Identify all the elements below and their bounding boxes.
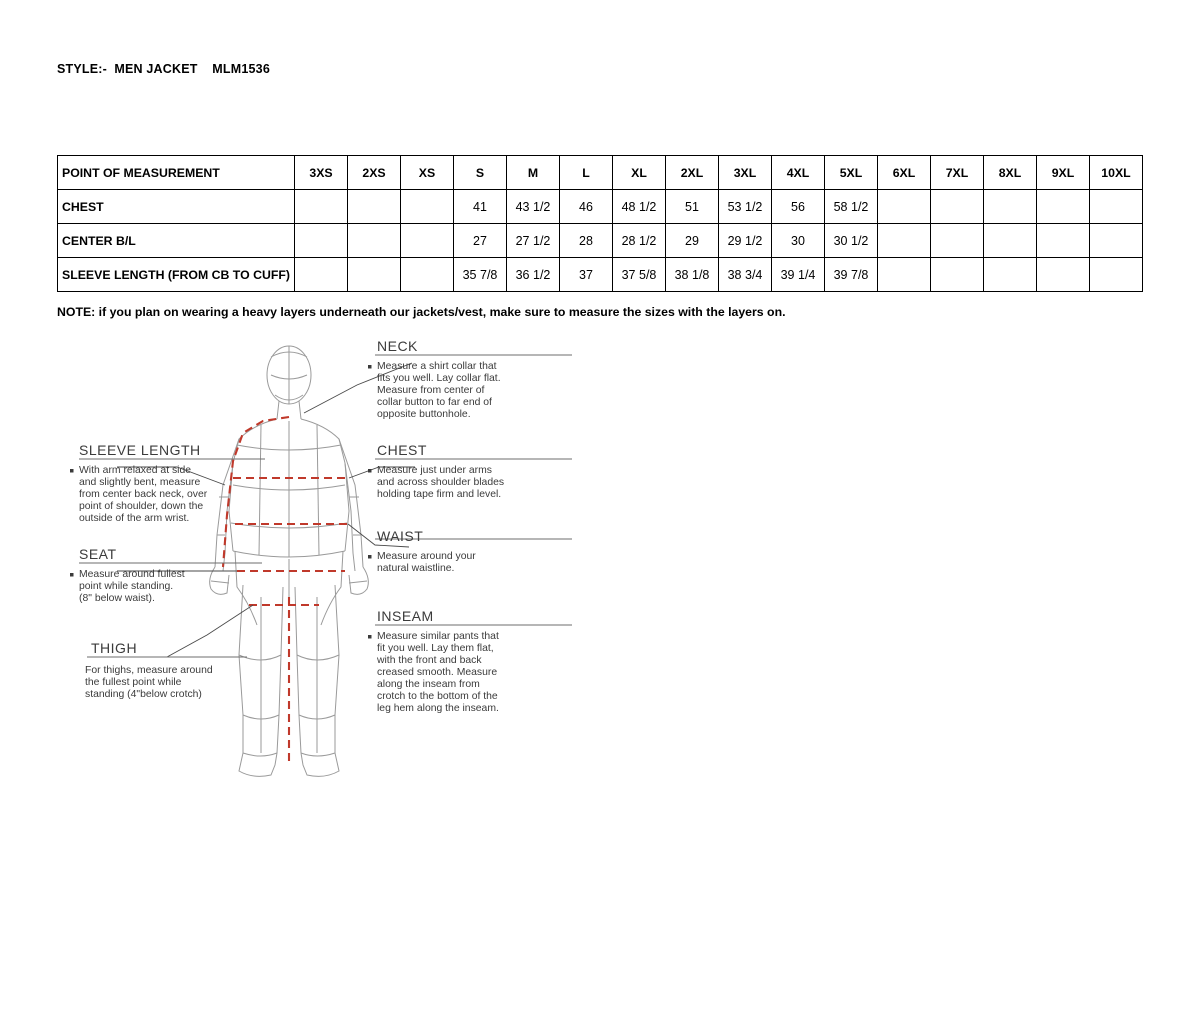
style-title: STYLE:- MEN JACKET MLM1536 xyxy=(57,62,270,76)
callout-neck-line: collar button to far end of xyxy=(377,397,492,408)
column-header-size: XL xyxy=(613,156,666,190)
table-cell: 29 1/2 xyxy=(719,224,772,258)
callout-sleeve-length-line: from center back neck, over xyxy=(79,489,208,500)
table-cell: 48 1/2 xyxy=(613,190,666,224)
table-cell: 37 5/8 xyxy=(613,258,666,292)
callout-inseam-line: fit you well. Lay them flat, xyxy=(377,643,494,654)
table-cell: 46 xyxy=(560,190,613,224)
table-cell xyxy=(878,258,931,292)
measurement-note: NOTE: if you plan on wearing a heavy layers underneath our jackets/vest, make sure to measure the sizes with the layers on. xyxy=(57,305,786,319)
table-cell xyxy=(1090,258,1143,292)
bullet-marker xyxy=(368,469,372,473)
table-cell xyxy=(1037,258,1090,292)
table-cell xyxy=(984,190,1037,224)
callout-sleeve-length-line: point of shoulder, down the xyxy=(79,501,204,512)
callout-inseam-line: crotch to the bottom of the xyxy=(377,691,498,702)
callout-seat-line: point while standing. xyxy=(79,581,174,592)
bullet-marker xyxy=(70,573,74,577)
measurement-diagram xyxy=(57,335,1143,805)
column-header-size: XS xyxy=(401,156,454,190)
callout-neck xyxy=(368,338,501,420)
table-cell: 29 xyxy=(666,224,719,258)
table-cell: 36 1/2 xyxy=(507,258,560,292)
callout-chest xyxy=(368,442,504,500)
table-cell: 35 7/8 xyxy=(454,258,507,292)
table-row xyxy=(58,258,1143,292)
table-cell xyxy=(295,224,348,258)
callout-inseam-line: along the inseam from xyxy=(377,679,480,690)
column-header-size: 3XL xyxy=(719,156,772,190)
bullet-marker xyxy=(368,635,372,639)
table-cell xyxy=(931,224,984,258)
callout-chest-line: holding tape firm and level. xyxy=(377,489,502,500)
table-cell xyxy=(984,224,1037,258)
callout-chest-title: CHEST xyxy=(377,442,427,458)
bullet-marker xyxy=(368,555,372,559)
callout-sleeve-length xyxy=(70,442,208,524)
table-cell xyxy=(1090,190,1143,224)
callout-inseam-line: creased smooth. Measure xyxy=(377,667,498,678)
column-header-size: 7XL xyxy=(931,156,984,190)
callout-seat xyxy=(70,546,185,604)
callout-chest-line: and across shoulder blades xyxy=(377,477,505,488)
callout-inseam-line: leg hem along the inseam. xyxy=(377,703,499,714)
table-cell xyxy=(401,224,454,258)
table-cell: 56 xyxy=(772,190,825,224)
table-cell xyxy=(931,258,984,292)
table-cell: 39 1/4 xyxy=(772,258,825,292)
table-cell xyxy=(878,224,931,258)
table-cell: 28 xyxy=(560,224,613,258)
table-cell: 51 xyxy=(666,190,719,224)
table-cell: 58 1/2 xyxy=(825,190,878,224)
table-cell xyxy=(1090,224,1143,258)
callout-waist-line: natural waistline. xyxy=(377,563,455,574)
table-cell: 27 xyxy=(454,224,507,258)
callout-sleeve-length-line: outside of the arm wrist. xyxy=(79,513,190,524)
column-header-size: 3XS xyxy=(295,156,348,190)
column-header-size: 6XL xyxy=(878,156,931,190)
table-cell xyxy=(878,190,931,224)
row-label: CENTER B/L xyxy=(58,224,295,258)
table-cell xyxy=(401,258,454,292)
callout-neck-line: Measure from center of xyxy=(377,385,485,396)
table-cell xyxy=(984,258,1037,292)
column-header-size: 8XL xyxy=(984,156,1037,190)
callout-sleeve-length-line: and slightly bent, measure xyxy=(79,477,201,488)
callout-chest-line: Measure just under arms xyxy=(377,465,492,476)
table-cell: 28 1/2 xyxy=(613,224,666,258)
callout-neck-line: Measure a shirt collar that xyxy=(377,361,497,372)
table-cell: 53 1/2 xyxy=(719,190,772,224)
callout-neck-line: opposite buttonhole. xyxy=(377,409,471,420)
measurement-lines xyxy=(223,417,347,765)
table-cell xyxy=(348,190,401,224)
callout-waist xyxy=(368,528,476,574)
table-cell xyxy=(348,224,401,258)
size-chart-table-container xyxy=(57,155,1143,292)
column-header-size: S xyxy=(454,156,507,190)
callout-waist-title: WAIST xyxy=(377,528,424,544)
column-header-size: 2XS xyxy=(348,156,401,190)
size-chart-table xyxy=(57,155,1143,292)
column-header-point-of-measurement: POINT OF MEASUREMENT xyxy=(58,156,295,190)
table-header-row xyxy=(58,156,1143,190)
table-cell: 41 xyxy=(454,190,507,224)
callout-sleeve-length-line: With arm relaxed at side xyxy=(79,465,192,476)
callout-seat-line: (8" below waist). xyxy=(79,593,155,604)
callout-inseam-line: Measure similar pants that xyxy=(377,631,499,642)
table-cell: 38 3/4 xyxy=(719,258,772,292)
column-header-size: 2XL xyxy=(666,156,719,190)
row-label: CHEST xyxy=(58,190,295,224)
table-row xyxy=(58,224,1143,258)
table-row xyxy=(58,190,1143,224)
callout-inseam-title: INSEAM xyxy=(377,608,434,624)
column-header-size: 4XL xyxy=(772,156,825,190)
table-cell: 27 1/2 xyxy=(507,224,560,258)
callout-inseam xyxy=(368,608,499,714)
table-cell xyxy=(295,190,348,224)
callout-thigh-line: standing (4"below crotch) xyxy=(85,689,202,700)
column-header-size: 5XL xyxy=(825,156,878,190)
callout-seat-line: Measure around fullest xyxy=(79,569,185,580)
bullet-marker xyxy=(368,365,372,369)
callout-thigh-line: the fullest point while xyxy=(85,677,182,688)
mannequin-figure xyxy=(210,346,369,776)
callout-waist-line: Measure around your xyxy=(377,551,476,562)
callout-inseam-line: with the front and back xyxy=(377,655,482,666)
table-cell xyxy=(401,190,454,224)
table-cell xyxy=(295,258,348,292)
column-header-size: 10XL xyxy=(1090,156,1143,190)
column-header-size: L xyxy=(560,156,613,190)
callout-neck-title: NECK xyxy=(377,338,418,354)
table-cell: 39 7/8 xyxy=(825,258,878,292)
callout-sleeve-length-title: SLEEVE LENGTH xyxy=(79,442,201,458)
table-cell xyxy=(1037,224,1090,258)
callout-thigh xyxy=(85,640,213,700)
table-cell: 30 1/2 xyxy=(825,224,878,258)
table-cell: 43 1/2 xyxy=(507,190,560,224)
table-cell xyxy=(931,190,984,224)
column-header-size: 9XL xyxy=(1037,156,1090,190)
column-header-size: M xyxy=(507,156,560,190)
table-cell: 37 xyxy=(560,258,613,292)
callout-neck-line: fits you well. Lay collar flat. xyxy=(377,373,501,384)
bullet-marker xyxy=(70,469,74,473)
row-label: SLEEVE LENGTH (FROM CB TO CUFF) xyxy=(58,258,295,292)
table-cell xyxy=(1037,190,1090,224)
callout-thigh-line: For thighs, measure around xyxy=(85,665,213,676)
table-cell: 30 xyxy=(772,224,825,258)
table-cell: 38 1/8 xyxy=(666,258,719,292)
callout-thigh-title: THIGH xyxy=(91,640,138,656)
table-cell xyxy=(348,258,401,292)
callout-seat-title: SEAT xyxy=(79,546,117,562)
